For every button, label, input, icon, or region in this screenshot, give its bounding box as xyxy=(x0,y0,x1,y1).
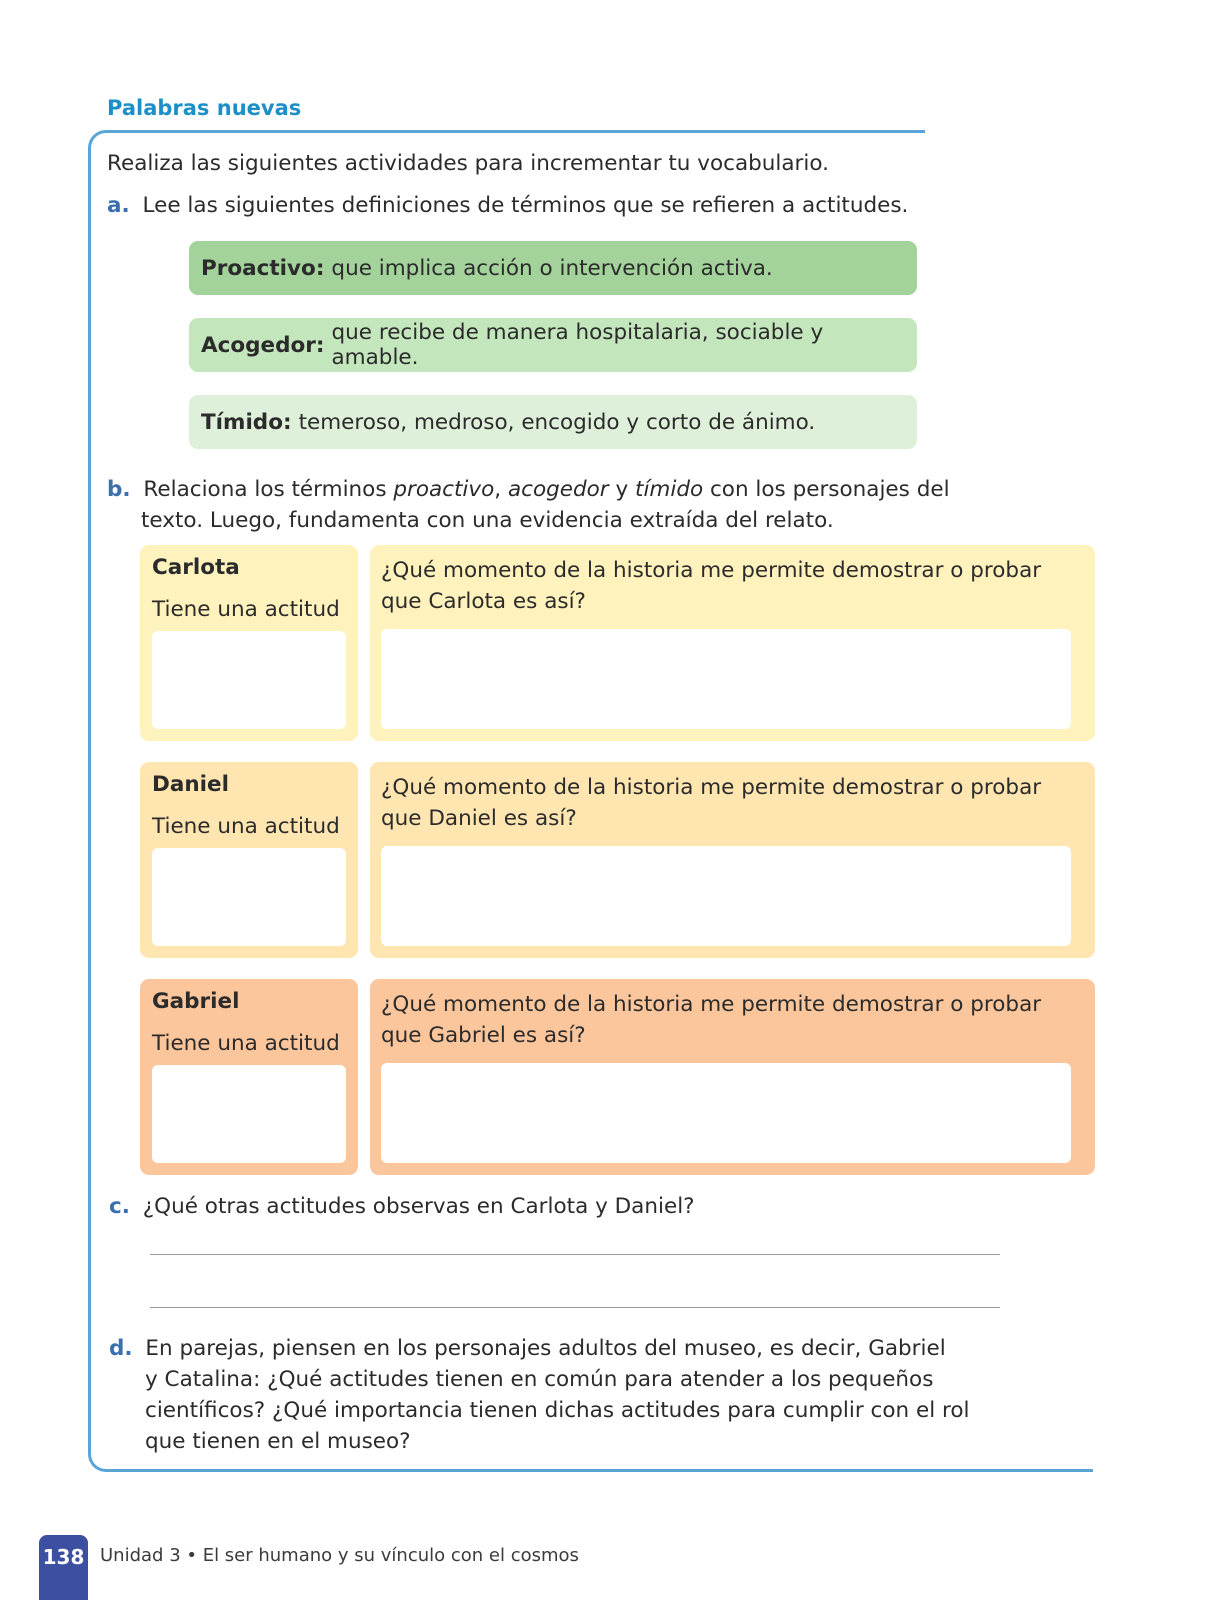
evidence-card-carlota xyxy=(370,545,1095,741)
item-c-text: ¿Qué otras actitudes observas en Carlota y Daniel? xyxy=(142,1194,695,1219)
item-b-line-2: texto. Luego, fundamenta con una evidencia extraída del relato. xyxy=(141,508,834,533)
item-d xyxy=(109,1333,946,1364)
item-d-letter: d. xyxy=(109,1336,133,1361)
evidence-answer-field[interactable] xyxy=(381,846,1071,946)
item-b-text: Relaciona los términos xyxy=(143,477,394,502)
term-timido: tímido xyxy=(635,477,704,502)
item-a xyxy=(107,190,908,221)
item-d-line: En parejas, piensen en los personajes adultos del museo, es decir, Gabriel xyxy=(145,1336,946,1361)
attitude-answer-field[interactable] xyxy=(152,848,346,946)
definition-text: que recibe de manera hospitalaria, sociable y amable. xyxy=(331,320,824,370)
character-card-daniel xyxy=(140,762,358,958)
evidence-answer-field[interactable] xyxy=(381,1063,1071,1163)
term-acogedor: acogedor xyxy=(507,477,609,502)
attitude-answer-field[interactable] xyxy=(152,631,346,729)
footer-unit-title: Unidad 3 • El ser humano y su vínculo con el cosmos xyxy=(100,1545,579,1566)
item-a-text: Lee las siguientes definiciones de términos que se refieren a actitudes. xyxy=(142,193,909,218)
term-proactivo: proactivo xyxy=(393,477,495,502)
character-name: Carlota xyxy=(152,555,240,580)
evidence-answer-field[interactable] xyxy=(381,629,1071,729)
attitude-label: Tiene una actitud xyxy=(152,597,340,622)
item-a-letter: a. xyxy=(107,193,130,218)
definition-term: Proactivo: xyxy=(201,255,325,281)
page-number: 138 xyxy=(42,1545,85,1569)
evidence-question: ¿Qué momento de la historia me permite demostrar o probar que Carlota es así? xyxy=(381,558,1042,614)
item-b-letter: b. xyxy=(107,477,131,502)
attitude-answer-field[interactable] xyxy=(152,1065,346,1163)
answer-line[interactable] xyxy=(150,1307,1000,1308)
character-name: Daniel xyxy=(152,772,229,797)
definition-term: Acogedor: xyxy=(201,332,325,358)
item-d-line: que tienen en el museo? xyxy=(145,1429,411,1454)
definition-acogedor xyxy=(189,318,917,372)
attitude-label: Tiene una actitud xyxy=(152,814,340,839)
intro-text: Realiza las siguientes actividades para incrementar tu vocabulario. xyxy=(107,151,829,176)
character-card-gabriel xyxy=(140,979,358,1175)
character-card-carlota xyxy=(140,545,358,741)
item-d-line: y Catalina: ¿Qué actitudes tienen en común para atender a los pequeños xyxy=(145,1367,934,1392)
item-c-letter: c. xyxy=(109,1194,130,1219)
definition-timido xyxy=(189,395,917,449)
evidence-question: ¿Qué momento de la historia me permite demostrar o probar que Gabriel es así? xyxy=(381,992,1042,1048)
item-c xyxy=(109,1191,695,1222)
definition-term: Tímido: xyxy=(201,409,292,435)
item-b: b. Relaciona los términos proactivo, acogedor y tímido con los personajes del xyxy=(107,477,950,502)
definition-text: que implica acción o intervención activa. xyxy=(331,255,773,281)
definition-proactivo xyxy=(189,241,917,295)
attitude-label: Tiene una actitud xyxy=(152,1031,340,1056)
evidence-card-daniel xyxy=(370,762,1095,958)
evidence-question: ¿Qué momento de la historia me permite demostrar o probar que Daniel es así? xyxy=(381,775,1042,831)
item-d-line: científicos? ¿Qué importancia tienen dichas actitudes para cumplir con el rol xyxy=(145,1398,970,1423)
answer-line[interactable] xyxy=(150,1254,1000,1255)
evidence-card-gabriel xyxy=(370,979,1095,1175)
section-title: Palabras nuevas xyxy=(107,96,302,120)
definition-text: temeroso, medroso, encogido y corto de ánimo. xyxy=(298,409,816,435)
character-name: Gabriel xyxy=(152,989,240,1014)
